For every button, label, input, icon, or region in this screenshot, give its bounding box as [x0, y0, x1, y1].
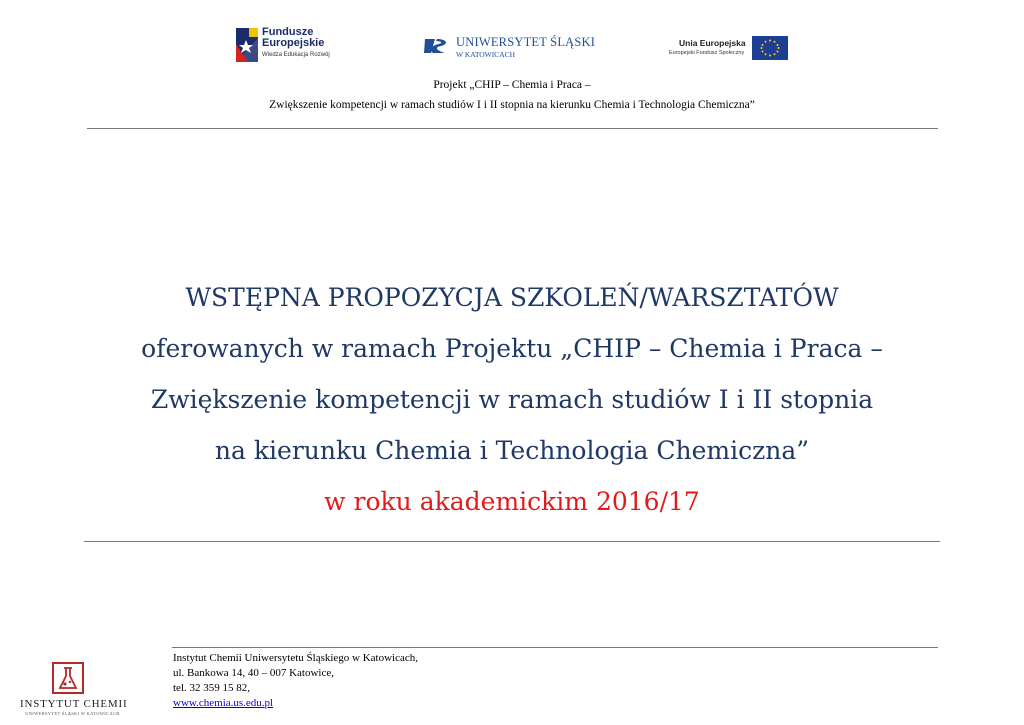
logo-us-line2: W KATOWICACH — [456, 50, 516, 59]
document-title: WSTĘPNA PROPOZYCJA SZKOLEŃ/WARSZTATÓW — [185, 283, 839, 312]
logo-us-line1: UNIWERSYTET ŚLĄSKI — [456, 35, 596, 49]
academic-year: w roku akademickim 2016/17 — [324, 487, 700, 516]
uniwersytet-slaski-logo — [423, 34, 596, 64]
title-divider — [84, 541, 940, 542]
us-university-mark-icon — [423, 36, 451, 56]
footer-address: ul. Bankowa 14, 40 – 007 Katowice, — [173, 667, 334, 679]
instytut-chemii-logo — [20, 660, 128, 720]
ic-logo-line2: UNIWERSYTET ŚLĄSKI W KATOWICACH — [25, 711, 120, 716]
header-divider — [87, 128, 938, 129]
flask-icon — [52, 662, 84, 694]
logo-ue-line2: Europejski Fundusz Społeczny — [669, 50, 745, 56]
footer-institute: Instytut Chemii Uniwersytetu Śląskiego w Katowicach, — [173, 652, 419, 664]
document-subtitle-line2: Zwiększenie kompetencji w ramach studiów I i II stopnia — [150, 385, 874, 414]
eu-flag-icon — [752, 36, 788, 60]
header-logos — [0, 26, 1024, 66]
logo-fe-line3: Wiedza Edukacja Rozwój — [262, 52, 330, 58]
fundusze-europejskie-logo — [236, 26, 346, 66]
ic-logo-line1: INSTYTUT CHEMII — [20, 698, 128, 710]
document-subtitle-line3: na kierunku Chemia i Technologia Chemiczna” — [214, 436, 810, 465]
document-subtitle-line1: oferowanych w ramach Projektu „CHIP – Chemia i Praca – — [141, 334, 883, 363]
footer-contact — [173, 651, 418, 711]
footer-website-link[interactable]: www.chemia.us.edu.pl — [173, 697, 274, 709]
logo-ue-line1: Unia Europejska — [679, 38, 746, 48]
logo-fe-line1: Fundusze — [262, 26, 314, 38]
eu-funds-star-icon — [236, 28, 258, 62]
footer-divider — [172, 647, 938, 648]
unia-europejska-logo — [665, 36, 790, 62]
project-name-line2: Zwiększenie kompetencji w ramach studiów I i II stopnia na kierunku Chemia i Technologia Chemiczna” — [269, 99, 755, 111]
project-name-line1: Projekt „CHIP – Chemia i Praca – — [433, 79, 591, 91]
logo-fe-line2: Europejskie — [262, 37, 325, 49]
footer-phone: tel. 32 359 15 82, — [173, 682, 250, 694]
